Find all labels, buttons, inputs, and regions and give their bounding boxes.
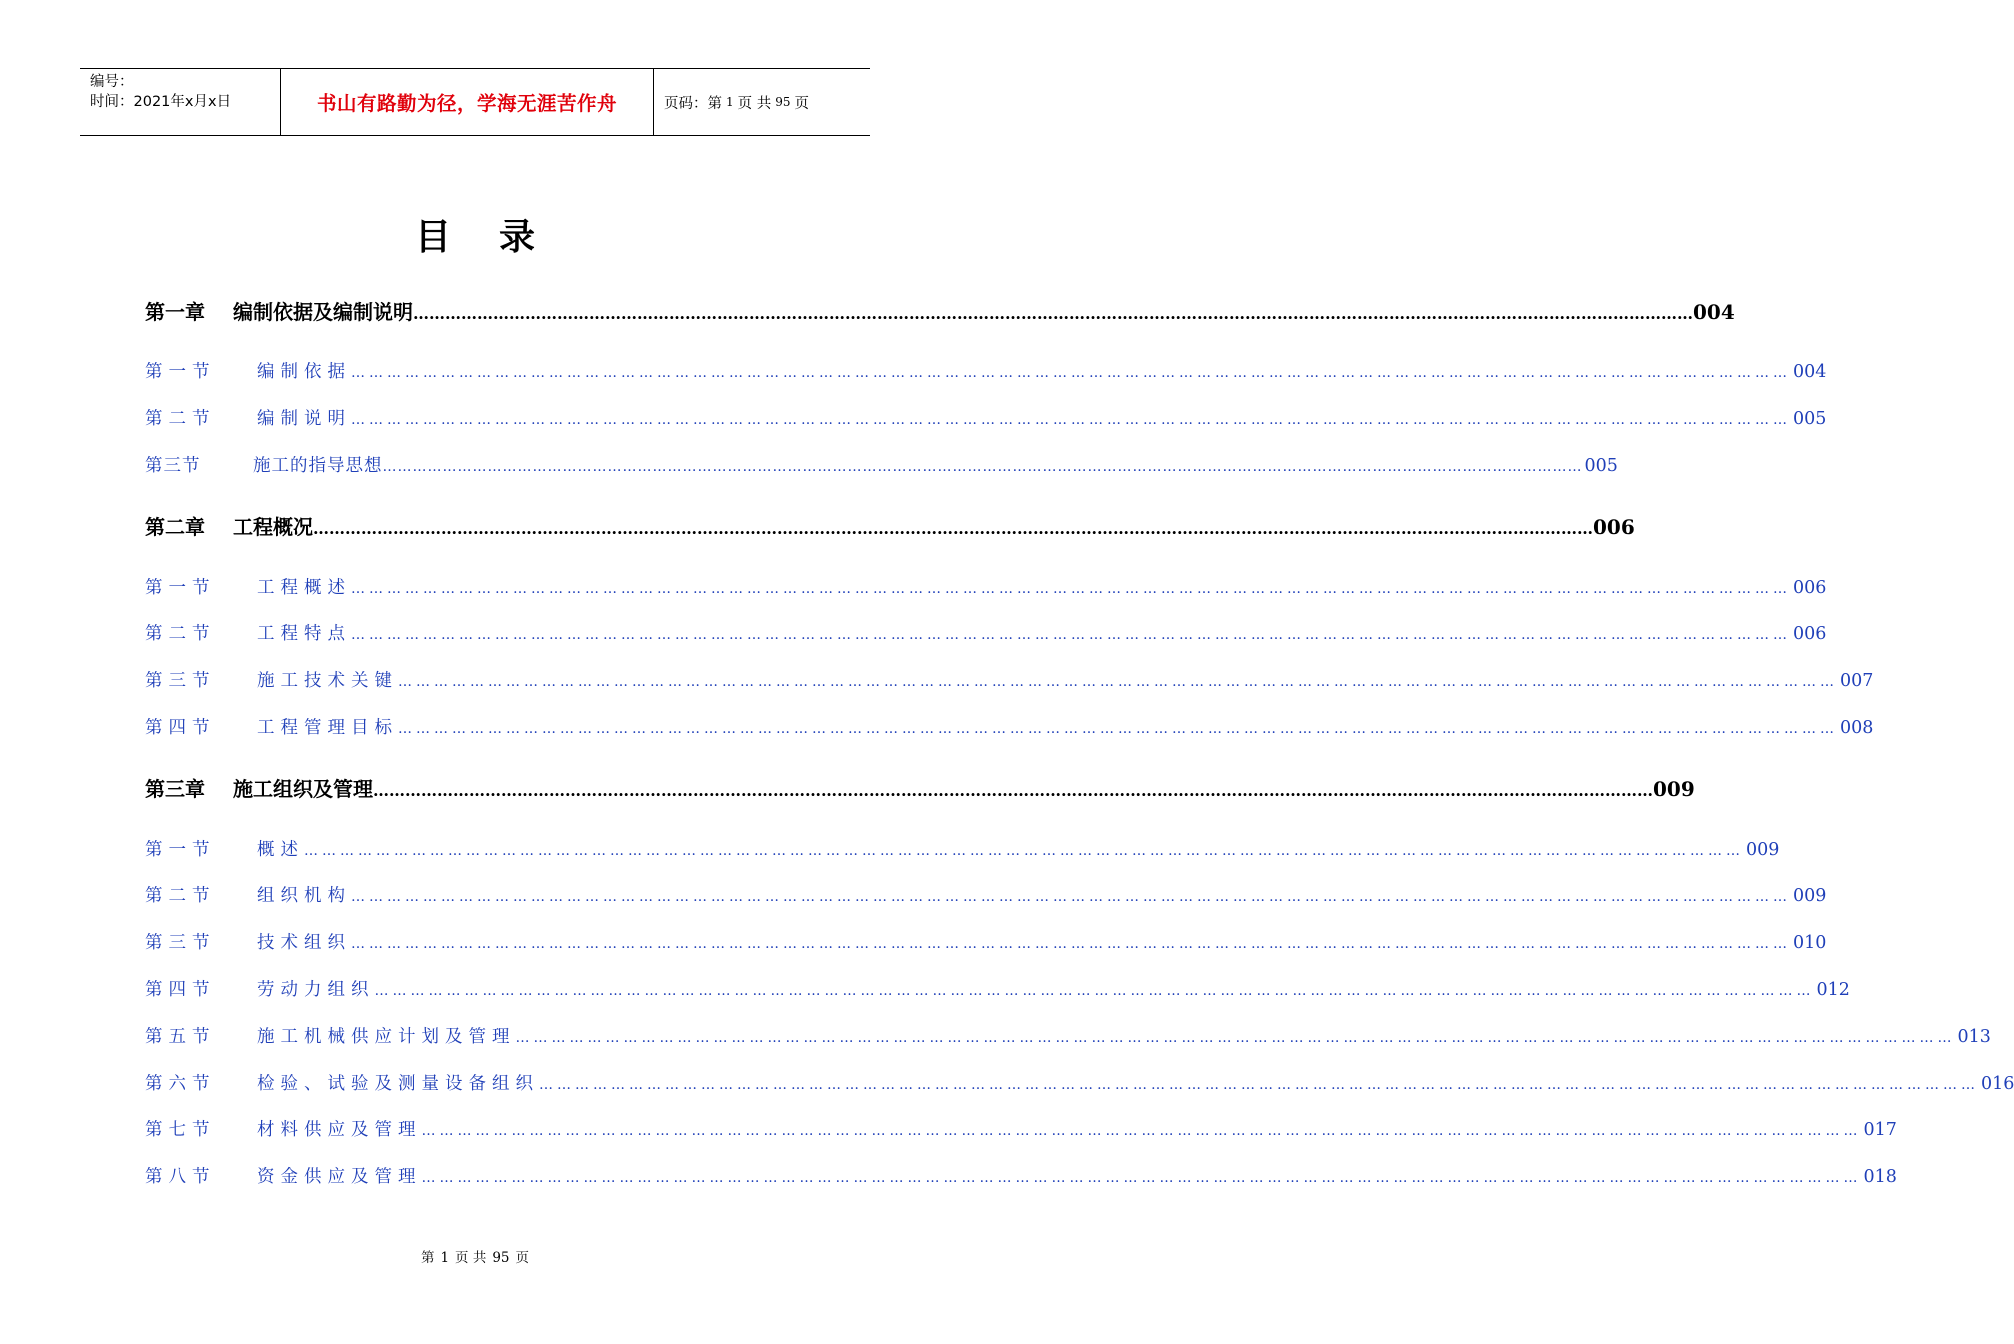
leader-dots: …………………………………………………………………………………………………………………………………………………………………………………………………………………… [398,721,1838,737]
section-number: 第三节 [145,933,216,953]
section-page-number: 006 [1793,578,1827,598]
section-number: 第六节 [145,1074,216,1094]
chapter-number: 第三章 [145,777,205,801]
section-number: 第四节 [145,980,216,1000]
section-title: 编制依据 [257,362,351,382]
toc-title: 目录 [414,216,583,258]
section-title: 施工机械供应计划及管理 [257,1027,516,1047]
section-page-number: 004 [1793,362,1827,382]
header-motto: 书山有路勤为径，学海无涯苦作舟 [316,92,617,115]
leader-dots: …………………………………………………………………………………………………………………………………………………………………………………………………………………… [351,581,1791,597]
toc-section-entry[interactable] [145,836,1780,864]
section-title: 技术组织 [257,933,351,953]
toc-section-entry[interactable] [145,452,1618,480]
section-page-number: 009 [1746,840,1780,860]
toc-chapter-entry[interactable] [145,296,1735,326]
section-page-number: 010 [1793,933,1827,953]
chapter-title: 工程概况 [233,515,313,539]
chapter-number: 第一章 [145,300,205,324]
toc-section-entry[interactable] [145,1070,2014,1098]
section-page-number: 009 [1793,886,1827,906]
section-page-number: 006 [1793,624,1827,644]
section-title: 组织机构 [257,886,351,906]
section-title: 工程概述 [257,578,351,598]
chapter-page-number: 004 [1693,300,1735,324]
section-title: 劳动力组织 [257,980,375,1000]
toc-section-entry[interactable] [145,358,1827,386]
toc-section-entry[interactable] [145,574,1827,602]
footer-prefix: 第 [420,1250,435,1266]
section-page-number: 008 [1840,718,1874,738]
section-number: 第二节 [145,886,216,906]
leader-dots: …………………………………………………………………………………………………………………………………………………………………………………………………………………… [374,983,1815,999]
page-footer [0,1246,950,1266]
toc-chapter-entry[interactable] [145,773,1695,803]
section-title: 检验、试验及测量设备组织 [257,1074,539,1094]
header-meta-cell [80,69,281,135]
section-title: 施工的指导思想 [253,456,383,476]
section-number: 第一节 [145,362,216,382]
header-page-suffix: 页 [794,95,810,112]
chapter-number: 第二章 [145,515,205,539]
section-title: 施工技术关键 [257,671,398,691]
section-number: 第三节 [145,456,201,476]
section-page-number: 012 [1816,980,1850,1000]
leader-dots: …………………………………………………………………………………………………………………………………………………………………………………………………………………… [398,674,1838,690]
chapter-title: 编制依据及编制说明 [233,300,413,324]
toc-section-entry[interactable] [145,620,1827,648]
section-title: 工程特点 [257,624,351,644]
section-title: 材料供应及管理 [257,1120,422,1140]
leader-dots: …………………………………………………………………………………………………………………………………………………………………………………………………………………… [373,781,1653,800]
chapter-title: 施工组织及管理 [233,777,373,801]
footer-page-current: 1 [440,1250,450,1266]
header-page-cell [654,69,870,135]
section-number: 第二节 [145,624,216,644]
toc-section-entry[interactable] [145,882,1827,910]
header-page-total: 95 [775,95,791,109]
toc-section-entry[interactable] [145,405,1827,433]
toc-section-entry[interactable] [145,1163,1897,1191]
leader-dots: …………………………………………………………………………………………………………………………………………………………………………………………………………………… [351,889,1791,905]
section-title: 工程管理目标 [257,718,398,738]
document-date-label: 时间：2021年x月x日 [90,94,232,110]
chapter-page-number: 009 [1653,777,1695,801]
leader-dots: …………………………………………………………………………………………………………………………………………………………………………………………………………………… [351,936,1791,952]
section-page-number: 017 [1863,1120,1897,1140]
toc-section-entry[interactable] [145,714,1874,742]
section-number: 第八节 [145,1167,216,1187]
section-title: 编制说明 [257,409,351,429]
footer-page-total: 95 [492,1250,510,1266]
header-motto-cell [281,69,654,135]
toc-section-entry[interactable] [145,929,1827,957]
section-page-number: 005 [1584,456,1618,476]
footer-mid: 页 共 [455,1250,487,1266]
leader-dots: …………………………………………………………………………………………………………………………………………………………………………………………………………………… [313,519,1593,538]
toc-section-entry[interactable] [145,976,1850,1004]
section-page-number: 018 [1863,1167,1897,1187]
section-number: 第七节 [145,1120,216,1140]
section-number: 第一节 [145,840,216,860]
section-page-number: 013 [1957,1027,1991,1047]
leader-dots: …………………………………………………………………………………………………………………………………………………………………………………………………………………… [539,1077,1979,1093]
leader-dots: …………………………………………………………………………………………………………………………………………………………………………………………………………………… [351,627,1791,643]
toc-section-entry[interactable] [145,1023,1991,1051]
toc-section-entry[interactable] [145,1116,1897,1144]
leader-dots: …………………………………………………………………………………………………………………………………………………………………………………………………………………… [421,1123,1862,1139]
leader-dots: …………………………………………………………………………………………………………………………………………………………………………………………………………………… [413,304,1693,323]
chapter-page-number: 006 [1593,515,1635,539]
section-number: 第一节 [145,578,216,598]
header-page-prefix: 页码：第 [664,95,722,112]
leader-dots: …………………………………………………………………………………………………………………………………………………………………………………………………………………… [382,459,1583,475]
section-page-number: 016 [1981,1074,2014,1094]
page-header [80,68,870,136]
toc-section-entry[interactable] [145,667,1874,695]
leader-dots: …………………………………………………………………………………………………………………………………………………………………………………………………………………… [304,843,1744,859]
leader-dots: …………………………………………………………………………………………………………………………………………………………………………………………………………………… [351,412,1791,428]
section-title: 资金供应及管理 [257,1167,422,1187]
toc-chapter-entry[interactable] [145,511,1635,541]
section-number: 第三节 [145,671,216,691]
document-number-label: 编号： [90,74,134,90]
header-page-mid: 页 共 [737,95,772,112]
section-number: 第二节 [145,409,216,429]
header-page-current: 1 [726,95,734,109]
section-number: 第五节 [145,1027,216,1047]
footer-suffix: 页 [515,1250,530,1266]
section-page-number: 005 [1793,409,1827,429]
section-number: 第四节 [145,718,216,738]
leader-dots: …………………………………………………………………………………………………………………………………………………………………………………………………………………… [351,365,1791,381]
section-title: 概述 [257,840,304,860]
leader-dots: …………………………………………………………………………………………………………………………………………………………………………………………………………………… [515,1030,1956,1046]
section-page-number: 007 [1840,671,1874,691]
leader-dots: …………………………………………………………………………………………………………………………………………………………………………………………………………………… [421,1170,1862,1186]
